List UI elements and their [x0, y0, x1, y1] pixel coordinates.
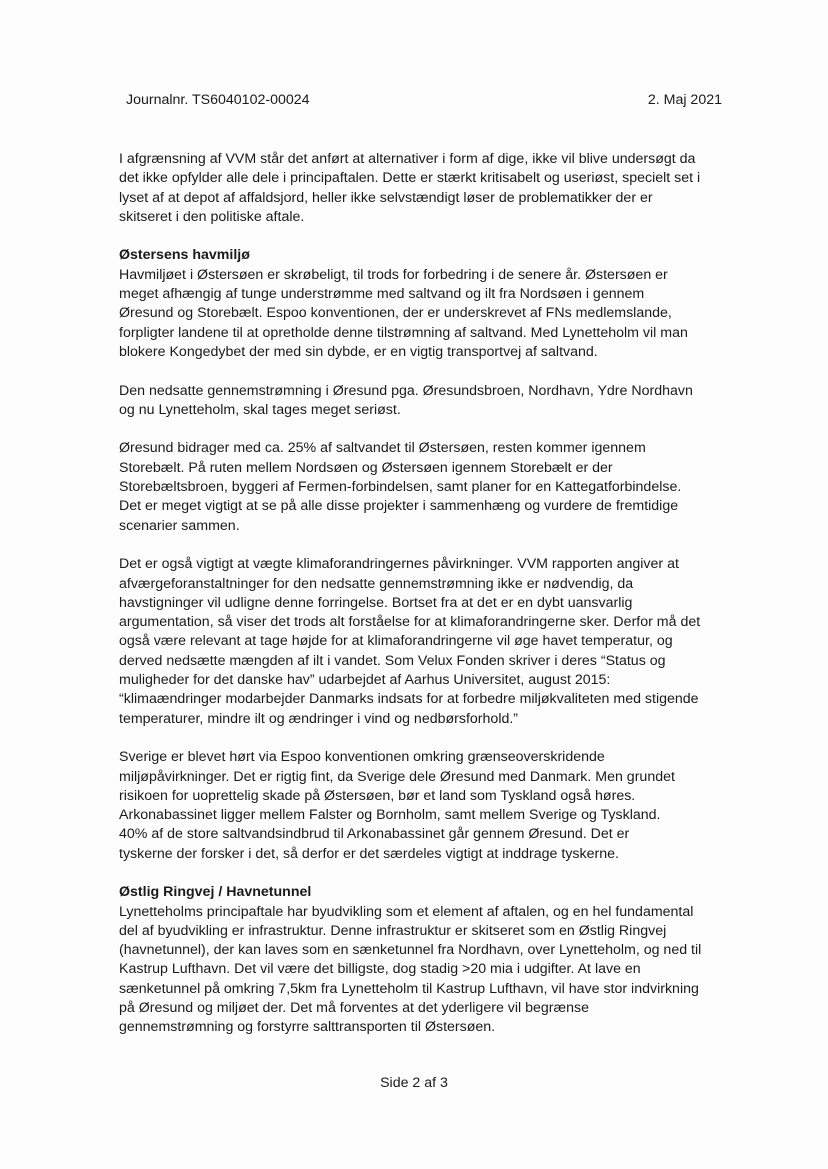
text-line: muligheder for det danske hav” udarbejdet af Aarhus Universitet, august 2015:: [119, 672, 611, 689]
text-line: forpligter landene til at opretholde denne tilstrømning af saltvand. Med Lynetteholm vil man: [119, 324, 688, 341]
text-line: derved nedsætte mængden af ilt i vandet. Som Velux Fonden skriver i deres “Status og: [119, 652, 666, 669]
section-heading: Østlig Ringvej / Havnetunnel: [119, 884, 312, 901]
text-line: sænketunnel på omkring 7,5km fra Lynetteholm til Kastrup Lufthavn, vil have stor indvirkning: [119, 980, 699, 997]
text-line: blokere Kongedybet der med sin dybde, er en vigtig transportvej af saltvand.: [119, 343, 598, 360]
document-date: 2. Maj 2021: [647, 92, 722, 108]
text-line: Det er også vigtigt at vægte klimaforandringernes påvirkninger. VVM rapporten angiver at: [119, 556, 679, 573]
text-line: Storebælt. På ruten mellem Nordsøen og Østersøen igennem Storebælt er der: [119, 459, 613, 476]
text-line: afværgeforanstaltninger for den nedsatte gennemstrømning ikke er nødvendig, da: [119, 575, 634, 592]
text-line: skitseret i den politiske aftale.: [119, 208, 305, 225]
text-line: også være relevant at tage højde for at klimaforandringerne vil øge havet temperatur, og: [119, 633, 673, 650]
text-line: argumentation, så viser det trods alt forståelse for at klimaforandringerne sker. Derfor må det: [119, 614, 701, 631]
text-line: I afgrænsning af VVM står det anført at alternativer i form af dige, ikke vil blive undersøgt da: [119, 151, 696, 167]
page-header: [126, 92, 722, 114]
text-line: Storebæltsbroen, byggeri af Fermen-forbindelsen, samt planer for en Kattegatforbindelse.: [119, 479, 682, 496]
paragraph: [119, 439, 731, 535]
paragraph: [119, 555, 731, 729]
paragraph: [119, 150, 731, 227]
paragraph: [119, 382, 731, 421]
text-line: Havmiljøet i Østersøen er skrøbeligt, til trods for forbedring i de senere år. Østersøen er: [119, 266, 668, 283]
text-line: risikoen for uoprettelig skade på Østersøen, bør et land som Tyskland også høres.: [119, 787, 636, 804]
text-line: miljøpåvirkninger. Det er rigtig fint, da Sverige dele Øresund med Danmark. Men grundet: [119, 768, 675, 785]
text-line: lyset af at depot af affaldsjord, heller ikke selvstændigt løser de problematikker der er: [119, 189, 653, 206]
text-line: “klimaændringer modarbejder Danmarks indsats for at forbedre miljøkvaliteten med stigende: [119, 691, 699, 708]
text-line: Øresund og Storebælt. Espoo konventionen, der er underskrevet af FNs medlemslande,: [119, 305, 672, 322]
section-heading: Østersens havmiljø: [119, 247, 250, 264]
text-line: scenarier sammen.: [119, 517, 240, 534]
text-line: og nu Lynetteholm, skal tages meget seriøst.: [119, 401, 401, 418]
text-line: det ikke opfylder alle dele i principaftalen. Dette er stærkt kritisabelt og useriøst, specielt set i: [119, 170, 701, 187]
paragraph: [119, 903, 731, 1038]
text-line: gennemstrømning og forstyrre salttransporten til Østersøen.: [119, 1019, 496, 1036]
text-line: Lynetteholms principaftale har byudvikling som et element af aftalen, og en hel fundamental: [119, 903, 694, 920]
text-line: på Øresund og miljøet der. Det må forventes at det yderligere vil begrænse: [119, 1000, 589, 1017]
text-line: 40% af de store saltvandsindbrud til Arkonabassinet går gennem Øresund. Det er: [119, 826, 630, 843]
text-line: havstigninger vil udligne denne forringelse. Bortset fra at det er en dybt uansvarlig: [119, 594, 633, 611]
text-line: tyskerne der forsker i det, så derfor er det særdeles vigtigt at inddrage tyskerne.: [119, 845, 619, 862]
page-footer: [0, 1075, 828, 1091]
document-body: [119, 150, 731, 1057]
text-line: Den nedsatte gennemstrømning i Øresund pga. Øresundsbroen, Nordhavn, Ydre Nordhavn: [119, 382, 693, 399]
text-line: Øresund bidrager med ca. 25% af saltvandet til Østersøen, resten kommer igennem: [119, 440, 646, 457]
text-line: temperaturer, mindre ilt og ændringer i vind og nedbørsforhold.”: [119, 710, 519, 727]
text-line: Kastrup Lufthavn. Det vil være det billigste, dog stadig >20 mia i udgifter. At lave en: [119, 961, 641, 978]
text-line: del af byudvikling er infrastruktur. Denne infrastruktur er skitseret som en Østlig Ringvej: [119, 922, 667, 939]
text-line: Sverige er blevet hørt via Espoo konventionen omkring grænseoverskridende: [119, 749, 605, 766]
journal-number: Journalnr. TS6040102-00024: [126, 92, 310, 108]
text-line: Arkonabassinet ligger mellem Falster og Bornholm, samt mellem Sverige og Tyskland.: [119, 807, 661, 824]
page-number: Side 2 af 3: [380, 1075, 448, 1091]
text-line: (havnetunnel), der kan laves som en sænketunnel fra Nordhavn, over Lynetteholm, og ned til: [119, 942, 702, 959]
text-line: Det er meget vigtigt at se på alle disse projekter i sammenhæng og vurdere de fremtidige: [119, 498, 679, 515]
paragraph: [119, 266, 731, 362]
text-line: meget afhængig af tunge understrømme med saltvand og ilt fra Nordsøen i gennem: [119, 286, 645, 303]
paragraph: [119, 748, 731, 864]
